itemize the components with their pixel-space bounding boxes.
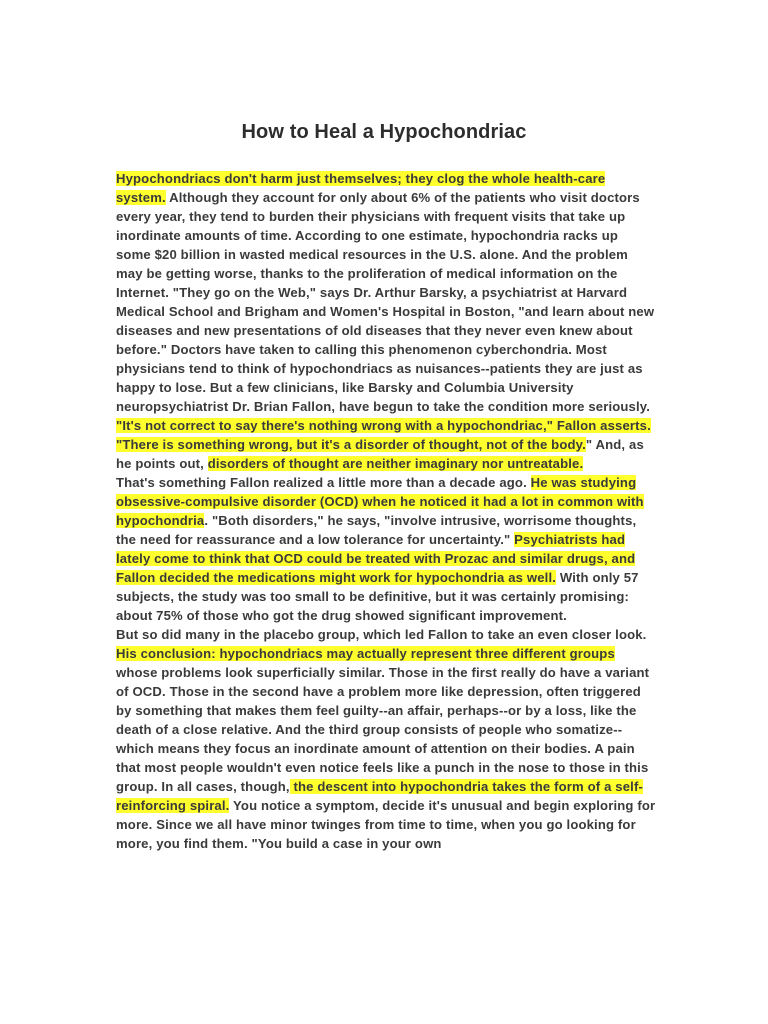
- highlighted-text: "It's not correct to say there's nothing wrong with a hypochondriac," Fallon asserts. "There is something wrong, but it's a disorder of thought, not of the body.: [116, 418, 651, 452]
- document-title: How to Heal a Hypochondriac: [241, 121, 527, 143]
- highlighted-text: He was studying obsessive-compulsive disorder (OCD) when he noticed it had a lot in common with hypochondria: [116, 475, 644, 528]
- body-text-run: That's something Fallon realized a little more than a decade ago.: [116, 475, 531, 490]
- body-text-run: You notice a symptom, decide it's unusual and begin exploring for more. Since we all have minor twinges from time to time, when you go looking for more, you find them. "You build a case in your own: [116, 798, 656, 851]
- article-body: [116, 169, 656, 853]
- body-text-run: Although they account for only about 6% of the patients who visit doctors every year, they tend to burden their physicians with frequent visits that take up inordinate amounts of time. According to one estimate, hypochondria racks up some $20 billion in wasted medical resources in the U.S. alone. And the problem may be getting worse, thanks to the proliferation of medical information on the Internet. "They go on the Web," says Dr. Arthur Barsky, a psychiatrist at Harvard Medical School and Brigham and Women's Hospital in Boston, "and learn about new diseases and new presentations of old diseases that they never even knew about before." Doctors have taken to calling this phenomenon cyberchondria. Most physicians tend to think of hypochondriacs as nuisances--patients they are just as happy to lose. But a few clinicians, like Barsky and Columbia University neuropsychiatrist Dr. Brian Fallon, have begun to take the condition more seriously.: [116, 190, 655, 414]
- body-text-run: . "Both disorders," he says, "involve intrusive, worrisome thoughts, the need for reassurance and a low tolerance for uncertainty.": [116, 513, 637, 547]
- body-text-run: " And, as he points out,: [116, 437, 644, 471]
- body-text-run: With only 57 subjects, the study was too small to be definitive, but it was certainly promising: about 75% of those who got the drug showed significant improvement.: [116, 570, 639, 623]
- highlighted-text: His conclusion: hypochondriacs may actually represent three different groups: [116, 646, 615, 661]
- highlighted-text: disorders of thought are neither imaginary nor untreatable.: [207, 456, 584, 471]
- body-text-run: But so did many in the placebo group, which led Fallon to take an even closer look.: [116, 627, 647, 642]
- paragraph-2: [116, 473, 656, 625]
- highlighted-text: Hypochondriacs don't harm just themselves; they clog the whole health-care system.: [116, 171, 606, 205]
- body-text-run: whose problems look superficially similar. Those in the first really do have a variant of OCD. Those in the second have a problem more like depression, often triggered by something that makes them feel guilty--an affair, perhaps--or by a loss, like the death of a close relative. And the third group consists of people who somatize--which means they focus an inordinate amount of attention on their bodies. A pain that most people wouldn't even notice feels like a punch in the nose to those in this group. In all cases, though,: [116, 665, 650, 794]
- paragraph-1: [116, 169, 656, 473]
- highlighted-text: Psychiatrists had lately come to think that OCD could be treated with Prozac and similar drugs, and Fallon decided the medications might work for hypochondria as well.: [116, 532, 636, 585]
- highlighted-text: the descent into hypochondria takes the form of a self-reinforcing spiral.: [116, 779, 643, 813]
- paragraph-3: [116, 625, 656, 853]
